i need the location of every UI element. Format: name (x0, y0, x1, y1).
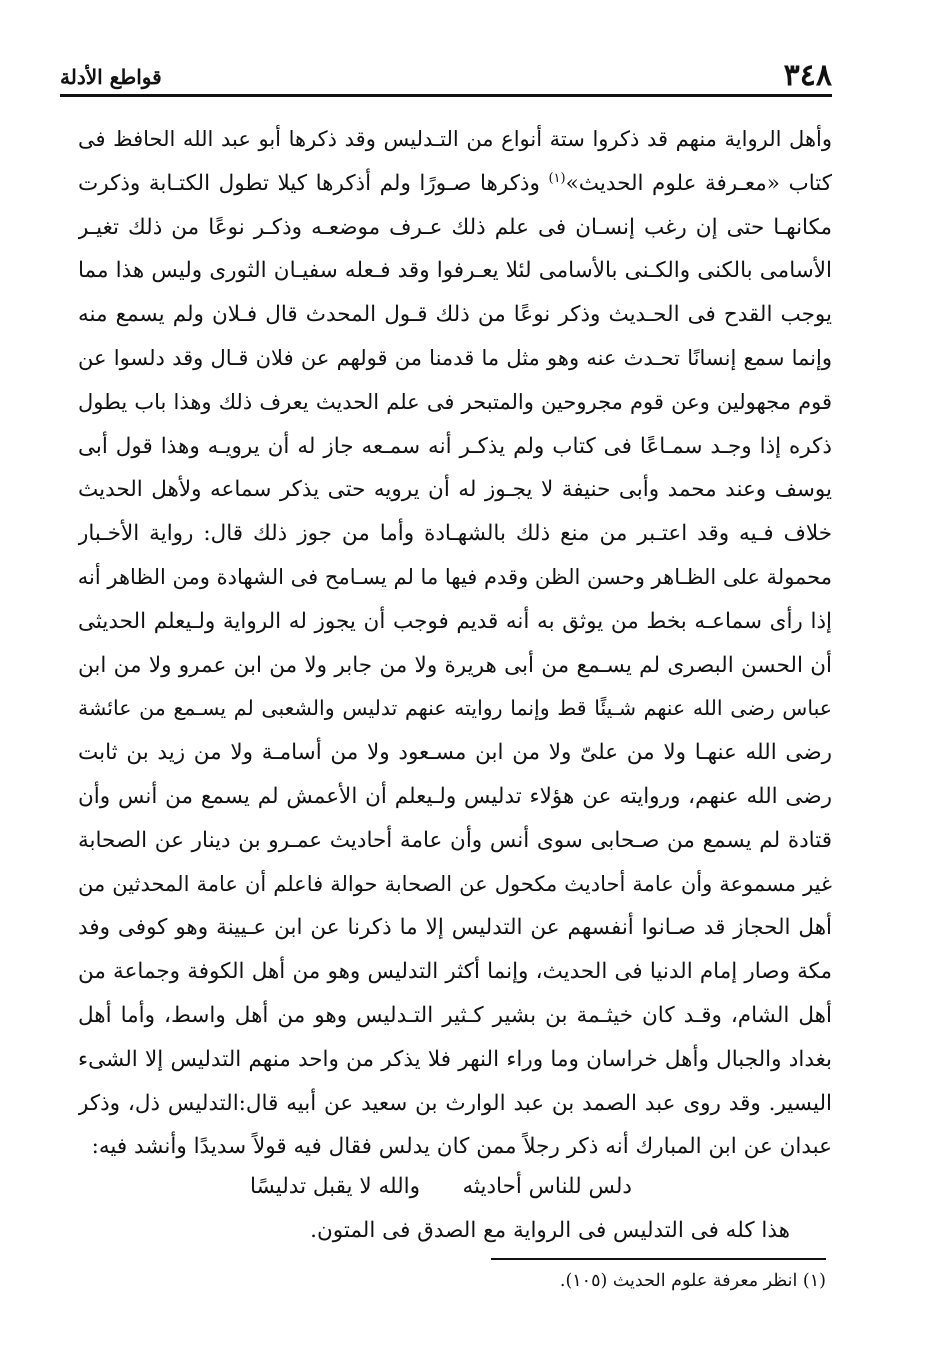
text-line: غير مسموعة وأن عامة أحاديث مكحول عن الصحابة حوالة فاعلم أن عامة المحدثين من (78, 871, 832, 896)
text-line: محمولة على الظـاهر وحسن الظن وقدم فيها ما لم يسـامح فى الشهادة ومن الظاهر أنه (78, 564, 832, 589)
text-line: الأسامى بالكنى والكـنى بالأسامى لئلا يعـرفوا وقد فـعله سفيـان الثورى وليس هذا مما (78, 258, 832, 284)
text-line: اليسير. وقد روى عبد الصمد بن عبد الوارث بن سعيد عن أبيه قال:التدليس ذل، وذكر (78, 1090, 832, 1116)
text-line (78, 162, 832, 206)
page-number: ٣٤٨ (783, 58, 832, 93)
text-line: أهل الشام، وقـد كان خيثـمة بن بشير كـثير التـدليس وهو من أهل واسط، وأما أهل (78, 1002, 832, 1028)
text-line: قتادة لم يسمع من صـحابى سوى أنس وأن عامة أحاديث عمـرو بن دينار عن الصحابة (78, 827, 832, 853)
footnote-divider (491, 1258, 826, 1260)
text-line: بغداد والجبال وأهل خراسان وما وراء النهر فلا يذكر من واحد منهم التدليس إلا الشىء (78, 1046, 832, 1072)
text-line: خلاف فـيه وقد اعتـبر من منع ذلك بالشهـادة وأما من جوز ذلك قال: رواية الأخـبار (78, 521, 832, 547)
text-line: يوجب القدح فى الحـديث وذكر نوعًا من ذلك قـول المحدث قال فـلان ولم يسمع منه (78, 302, 832, 328)
running-title: قواطع الأدلة (60, 65, 162, 89)
text-line: وأهل الرواية منهم قد ذكروا ستة أنواع من التـدليس وقد ذكرها أبو عبد الله الحافظ فى (78, 127, 832, 151)
closing-sentence: هذا كله فى التدليس فى الرواية مع الصدق فى المتون. (310, 1218, 790, 1243)
verse-first-hemistich: دلس للناس أحاديثه (462, 1174, 632, 1199)
text-line: إذا رأى سماعـه بخط من يوثق به أنه قديم فوجب أن يجوز له الرواية ولـيعلم الحديثى (78, 608, 832, 634)
text-line: رضى الله عنهـا ولا من علىّ ولا من ابن مسـعود ولا من أسامـة ولا من زيد بن ثابت (78, 740, 832, 766)
text-line: أهل الحجاز قد صـانوا أنفسهم عن التدليس إلا ما ذكرنا عن ابن عـيينة وهو كوفى وفد (78, 915, 832, 941)
text-line-segment: وذكرها صـورًا ولم أذكرها كيلا تطول الكتـابة وذكرت (78, 170, 540, 196)
text-line: أن الحسن البصرى لم يسـمع من أبى هريرة ولا من جابر ولا من ابن عمرو ولا من ابن (78, 652, 832, 678)
text-line: رضى الله عنهم، وروايته عن هؤلاء تدليس ولـيعلم أن الأعمش لم يسمع من أنس وأن (78, 783, 832, 809)
page-header (60, 58, 832, 97)
verse-second-hemistich: والله لا يقبل تدليسًا (250, 1174, 420, 1199)
text-line-segment: كتاب «معـرفة علوم الحديث» (565, 170, 832, 196)
text-line: قوم مجهولين وعن قوم مجروحين والمتبحر فى علم الحديث يعرف ذلك وهذا باب يطول (78, 389, 832, 414)
text-line: وإنما سمع إنسانًا تحـدث عنه وهو مثل ما قدمنا من قولهم عن فلان قـال وقد دلسوا عن (78, 345, 832, 370)
footnote-marker: (١) (548, 170, 566, 186)
main-text-block (78, 118, 832, 1169)
text-line: مكانهـا حتى إن رغب إنسـان فى علم ذلك عـرف موضعـه وذكـر نوعًا من ذلك تغيـر (78, 214, 832, 240)
text-line: يوسف وعند محمد وأبى حنيفة لا يجـوز له أن يرويه حتى يذكر سماعه ولأهل الحديث (78, 477, 832, 503)
poetry-verse (0, 1165, 940, 1209)
text-line: مكة وصار إمام الدنيا فى الحديث، وإنما أكثر التدليس وهو من أهل الكوفة وجماعة من (78, 959, 832, 985)
text-line: عباس رضى الله عنهم شـيئًا قط وإنما روايته عنهم تدليس والشعبى لم يسـمع من عائشة (78, 696, 832, 721)
footnote: (١) انظر معرفة علوم الحديث (١٠٥). (559, 1271, 826, 1291)
text-line: ذكره إذا وجـد سمـاعًا فى كتاب ولم يذكـر أنه سمـعه جاز له أن يرويـه وهذا قول أبى (78, 433, 832, 459)
text-line: عبدان عن ابن المبارك أنه ذكر رجلاً ممن كان يدلس فقال فيه قولاً سديدًا وأنشد فيه: (91, 1134, 832, 1160)
